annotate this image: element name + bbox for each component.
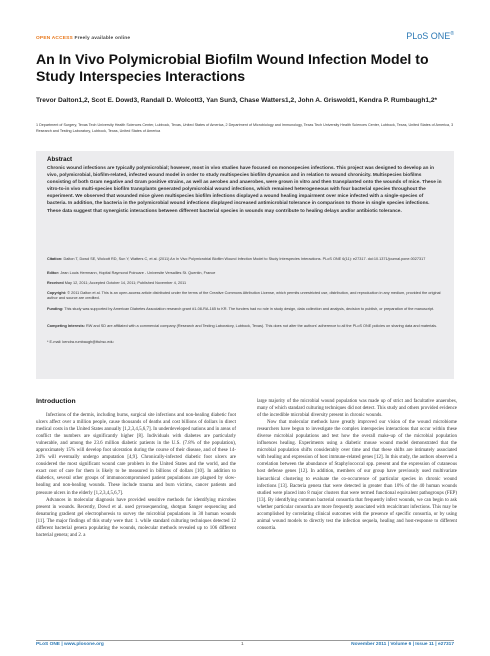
citation-line — [47, 257, 443, 262]
citation-label: Citation: — [47, 257, 63, 261]
editor-label: Editor: — [47, 271, 60, 275]
citation-text: Dalton T, Dowd SE, Wolcott RD, Sun Y, Watters C, et al. (2011) An In Vivo Polymicrobial Biofilm Wound Infection Model to Study Interspecies Interactions. PLoS ONE 6(11): e27317. doi:10.1371/journal.pone.0027317 — [63, 257, 426, 261]
footer-issue-info: November 2011 | Volume 6 | Issue 11 | e27317 — [351, 642, 454, 647]
body-paragraph: large majority of the microbial wound population was made up of strict and facultative anaerobes, many of which standard culturing techniques did not detect. This study and others provided evidence of the incredible microbial diversity present in chronic wounds. — [257, 399, 457, 419]
copyright-line — [47, 291, 443, 302]
journal-name: PLoS ONE — [406, 31, 451, 41]
author-list: Trevor Dalton1,2, Scot E. Dowd3, Randall D. Wolcott3, Yan Sun3, Chase Watters1,2, John A. Griswold1, Kendra P. Rumbaugh1,2* — [36, 97, 438, 104]
competing-label: Competing Interests: — [47, 324, 85, 328]
body-paragraph: Infections of the dermis, including burns, surgical site infections and non-healing diabetic foot ulcers affect over a million people, cause thousands of deaths and cost billions of dollars in direct medical costs in the United States annually [1,2,3,4,5,6,7]. In underdeveloped nations and in areas of conflict the numbers are significantly higher [8]. Individuals with diabetes are particularly vulnerable, and among the 23.6 million diabetic patients in the U.S. (7.8% of the population), approximately 15% will develop foot ulceration during the course of their disease, and of these 14-24% will eventually undergo amputation [4,9]. Chronically-infected diabetic foot ulcers are considered the most significant wound care problem in the United States and the world, and the exact cost of care for them is likely to be measured in billions of dollars [10]. In addition to diabetics, several other groups of immunocompromised patient populations are plagued by slow-healing and non-healing wounds. These include trauma and burn victims, cancer patients and pressure ulcers in the elderly [1,2,3,4,5,6,7]. — [36, 413, 236, 496]
article-title: An In Vivo Polymicrobial Biofilm Wound Infection Model to Study Interspecies Interactions — [36, 51, 429, 84]
dates-line — [47, 281, 443, 286]
editor-line — [47, 271, 443, 276]
page-number: 1 — [241, 642, 244, 647]
competing-text: RW and SD are affiliated with a commercial company (Research and Testing Laboratory, Lubbock, Texas). This does not alter the authors' adherence to all the PLoS ONE policies on sharing data and materials. — [86, 324, 438, 328]
open-access-badge — [36, 36, 130, 41]
editor-text: Jean Louis Herrmann, Hopital Raymond Poincare - Universite Versailles St. Quentin, France — [60, 271, 216, 275]
open-access-label: OPEN ACCESS — [36, 36, 73, 41]
body-column-left — [36, 412, 236, 539]
email-line: * E-mail: kendra.rumbaugh@ttuhsc.edu — [47, 340, 114, 344]
introduction-heading: Introduction — [36, 398, 76, 405]
affiliations: 1 Department of Surgery, Texas Tech University Health Sciences Center, Lubbock, Texas, United States of America, 2 Department of Microbiology and Immunology, Texas Tech University Health Sciences Center, Lubbock, Texas, United States of America, 3 Research and Testing Laboratory, Lubbock, Texas, United States of America — [36, 123, 454, 134]
copyright-label: Copyright: — [47, 291, 67, 295]
abstract-text: Chronic wound infections are typically polymicrobial; however, most in vivo studies have focused on monospecies infections. This project was designed to develop an in vivo, polymicrobial, biofilm-related, infected wound model in order to study multispecies biofilm dynamics and in relation to wound chronicity. Multispecies biofilms consisting of both Gram negative and Gram positive strains, as well as aerobes and anaerobes, were grown in vitro and then transplanted onto the wounds of mice. These in vitro-to-in vivo multi-species biofilm transplants generated polymicrobial wound infections, which remained heterogeneous with four bacterial species throughout the experiment. We observed that wounded mice given multispecies biofilm infections displayed a wound healing impairment over mice infected with a single-species of bacteria. In addition, the bacteria in the polymicrobial wound infections displayed increased antimicrobial tolerance in comparison to those in single species infections. These data suggest that synergistic interactions between different bacterial species in wounds may contribute to healing delays and/or antibiotic tolerance. — [47, 166, 442, 214]
competing-interests-line — [47, 324, 443, 329]
footer-rule — [36, 640, 454, 641]
journal-logo — [406, 31, 454, 41]
funding-text: This study was supported by American Diabetes Association research grant #1-08-RA-165 to KR. The funders had no role in study design, data collection and analysis, decision to publish, or preparation of the manuscript. — [64, 307, 435, 311]
abstract-heading: Abstract — [47, 156, 73, 163]
dates-text: May 12, 2011; Accepted October 14, 2011; Published November 4, 2011 — [64, 281, 187, 285]
journal-registered-mark: ® — [450, 31, 454, 37]
footer-journal-link[interactable]: PLoS ONE | www.plosone.org — [36, 642, 104, 647]
body-paragraph: Now that molecular methods have greatly improved our vision of the wound microbiome researchers have begun to investigate the complex interspecies interactions that occur within these diverse microbial populations and test how the overall make-up of the microbial population influences healing. Experiments using a diabetic mouse wound model demonstrated that the microbial population shifts considerably over time and that these shifts are intimately associated with healing and expression of host immune-related genes [12]. In this study, the authors observed a correlation between the abundance of Staphylococcal spp. present and the expression of cutaneous host defense genes [12]. In addition, members of our group have previously used multivariate hierarchical clustering to evaluate the co-occurrence of particular species in chronic wound infections [13]. Bacteria genera that were detected in greater than 10% of the 40 human wounds studied were placed into 8 major clusters that were termed functional equivalent pathogroups (FEP) [13]. By identifying common bacterial consortia that frequently infect wounds, we can begin to ask whether particular consortia are more frequently associated with recalcitrant infections. This may be accomplished by correlating clinical outcomes with the presence of specific consortia, or by using animal wound models to directly test the infection sequela, healing and host-response to different consortia. — [257, 420, 457, 531]
dates-label: Received — [47, 281, 64, 285]
funding-line — [47, 307, 443, 312]
body-paragraph: Advances in molecular diagnosis have provided sensitive methods for identifying microbes present in wounds. Recently, Dowd et al. used pyrosequencing, shotgun Sanger sequencing and denaturing gradient gel electrophoresis to survey the microbial populations in 30 human wounds [11]. The major findings of this study were that: 1. while standard culturing techniques detected 12 different bacterial genera populating the wounds, molecular methods revealed up to 106 different bacterial genera; and 2. a — [36, 497, 236, 538]
copyright-text: © 2011 Dalton et al. This is an open-access article distributed under the terms of the Creative Commons Attribution License, which permits unrestricted use, distribution, and reproduction in any medium, provided the original author and source are credited. — [47, 291, 441, 301]
open-access-note: Freely available online — [72, 36, 131, 41]
funding-label: Funding: — [47, 307, 64, 311]
body-column-right — [257, 398, 457, 532]
